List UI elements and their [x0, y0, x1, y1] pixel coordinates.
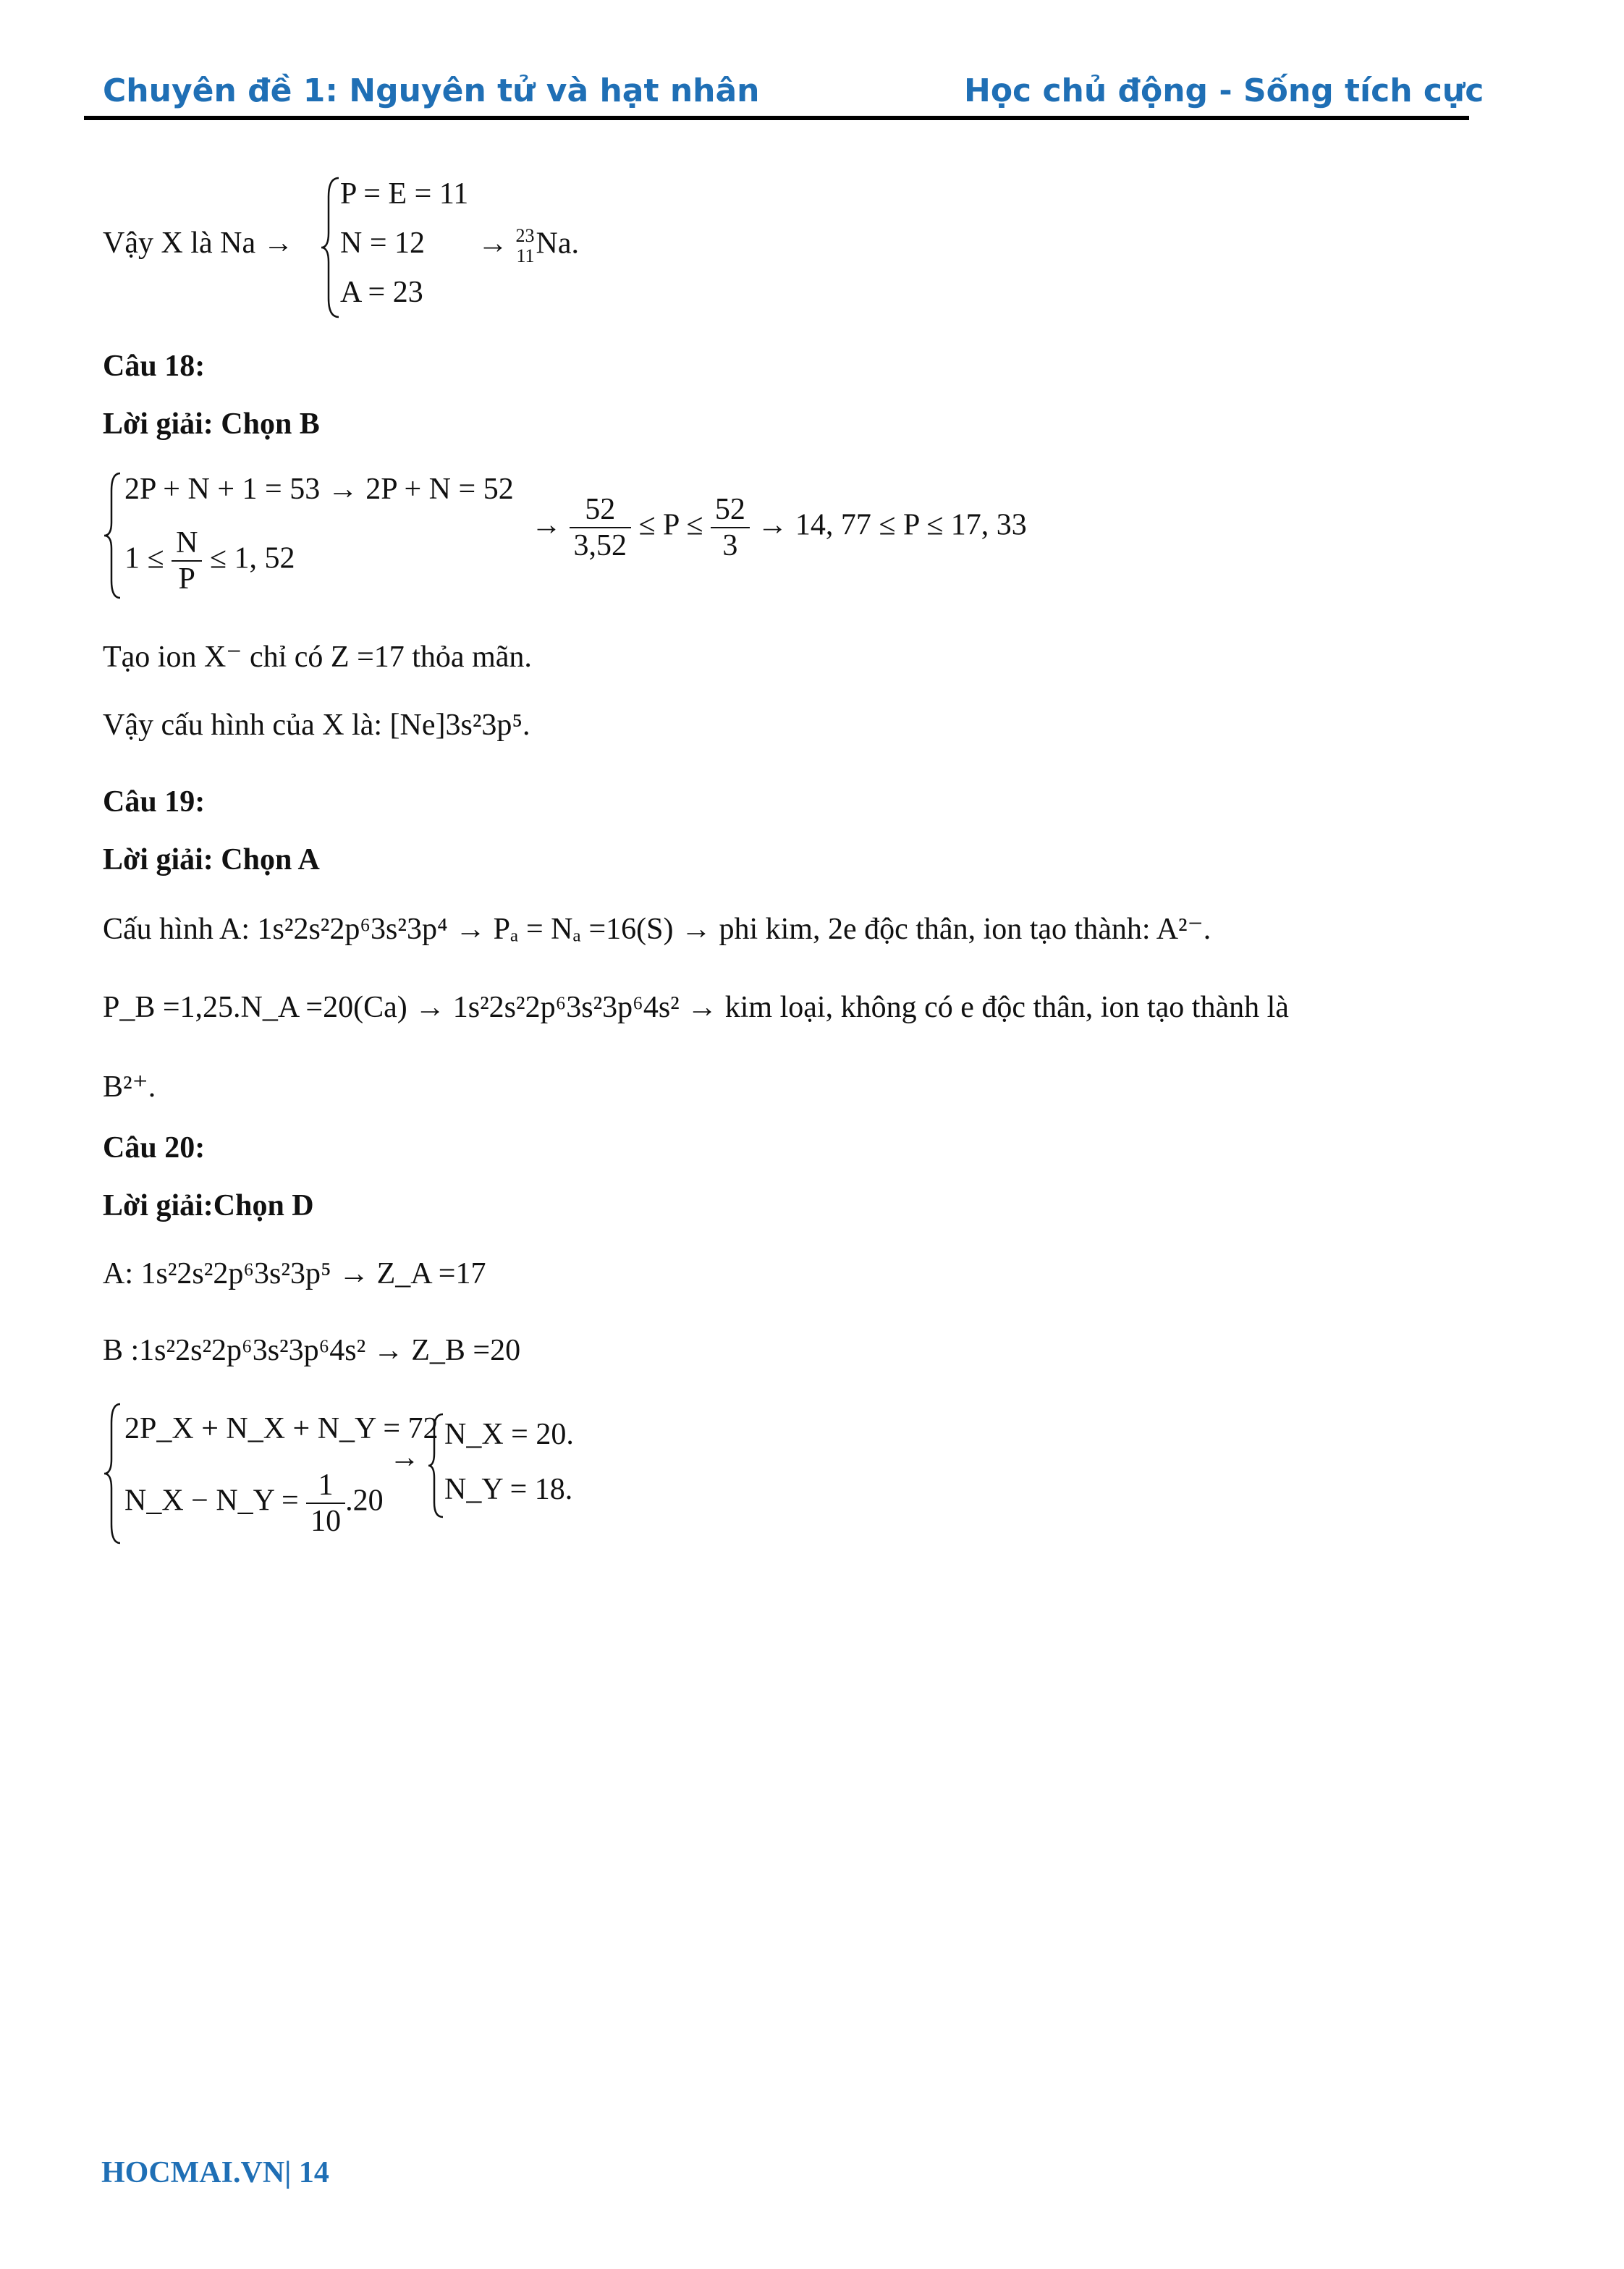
q18-answer: Lời giải: Chọn B — [103, 407, 320, 441]
q18-eq2: 1 ≤ $\frac{N}{P}$ ≤ 1, 52 — [124, 526, 295, 596]
q20-title: Câu 20: — [103, 1131, 206, 1165]
q20-brace-right — [427, 1411, 446, 1520]
q18-line2: Vậy cấu hình của X là: [Ne]3s²3p⁵. — [103, 709, 530, 742]
q18-brace — [103, 470, 123, 601]
header-divider — [84, 116, 1469, 120]
footer-page-label: HOCMAI.VN| 14 — [101, 2156, 329, 2189]
intro-sys-3: A = 23 — [340, 276, 423, 309]
q19-line3: B²⁺. — [103, 1070, 156, 1104]
q20-answer: Lời giải:Chọn D — [103, 1189, 314, 1222]
intro-sys-1: P = E = 11 — [340, 177, 469, 211]
q20-lineA: A: 1s²2s²2p⁶3s²3p⁵ → Z_A =17 — [103, 1257, 486, 1290]
q19-title: Câu 19: — [103, 785, 206, 819]
q19-answer: Lời giải: Chọn A — [103, 843, 320, 876]
intro-result: → 23 11 Na. — [478, 225, 579, 266]
header-slogan: Học chủ động - Sống tích cực — [964, 72, 1484, 109]
q20-eq1: 2P_X + N_X + N_Y = 72 — [124, 1412, 439, 1445]
q19-line2: P_B =1,25.N_A =20(Ca) → 1s²2s²2p⁶3s²3p⁶4s² → kim loại, không có e độc thân, ion tạo thành là — [103, 991, 1289, 1024]
q18-title: Câu 18: — [103, 350, 206, 383]
q20-res2: N_Y = 18. — [444, 1473, 573, 1506]
q20-arrow: → — [389, 1441, 420, 1474]
header-topic: Chuyên đề 1: Nguyên tử và hạt nhân — [103, 72, 760, 109]
intro-brace — [320, 175, 342, 320]
q20-res1: N_X = 20. — [444, 1418, 574, 1451]
q20-brace-left — [103, 1401, 123, 1546]
intro-lead: Vậy X là Na → — [103, 227, 294, 260]
q18-result: → $\frac{52}{3,52}$ ≤ P ≤ $\frac{52}{3}$ → 14, 77 ≤ P ≤ 17, 33 — [531, 493, 1027, 562]
q20-eq2: N_X − N_Y = $\frac{1}{10}$ .20 — [124, 1469, 384, 1538]
intro-sys-2: N = 12 — [340, 227, 426, 260]
q18-eq1: 2P + N + 1 = 53 → 2P + N = 52 — [124, 473, 514, 506]
q18-line1: Tạo ion X⁻ chỉ có Z =17 thỏa mãn. — [103, 641, 532, 674]
q19-line1: Cấu hình A: 1s²2s²2p⁶3s²3p⁴ → Pₐ = Nₐ =16(S) → phi kim, 2e độc thân, ion tạo thành: A²⁻. — [103, 913, 1211, 946]
q20-lineB: B :1s²2s²2p⁶3s²3p⁶4s² → Z_B =20 — [103, 1334, 521, 1367]
